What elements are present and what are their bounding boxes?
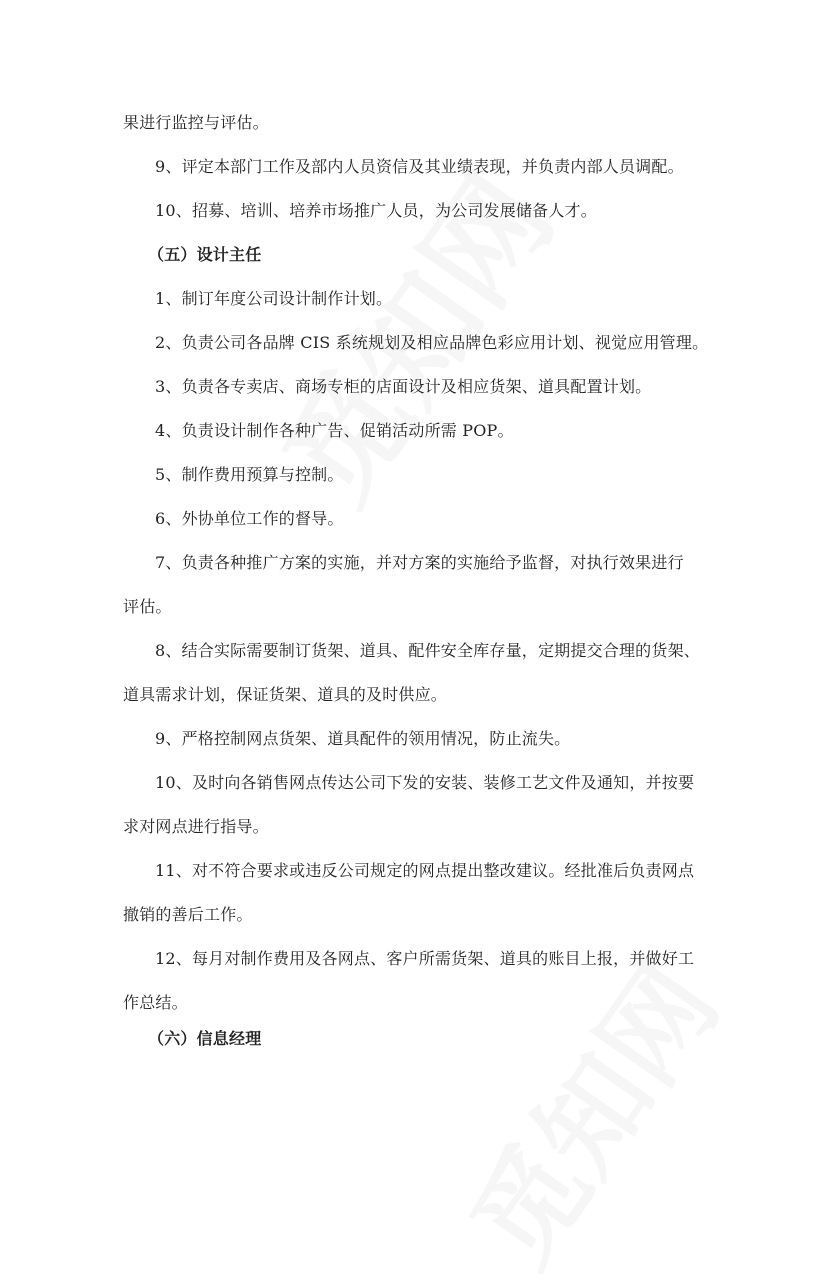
section-heading: （六）信息经理 xyxy=(148,1029,262,1048)
text-line: 作总结。 xyxy=(123,993,188,1012)
text-line: 6、外协单位工作的督导。 xyxy=(155,509,344,528)
text-line: 3、负责各专卖店、商场专柜的店面设计及相应货架、道具配置计划。 xyxy=(155,377,652,396)
text-line: 果进行监控与评估。 xyxy=(123,113,269,132)
watermark-lower xyxy=(455,948,734,1281)
text-line: 4、负责设计制作各种广告、促销活动所需 POP。 xyxy=(155,421,514,440)
text-line: 1、制订年度公司设计制作计划。 xyxy=(155,289,393,308)
text-line: 10、及时向各销售网点传达公司下发的安装、装修工艺文件及通知，并按要 xyxy=(155,773,695,792)
text-line: 撤销的善后工作。 xyxy=(123,905,253,924)
text-line: 求对网点进行指导。 xyxy=(123,817,269,836)
text-line: 10、招募、培训、培养市场推广人员，为公司发展储备人才。 xyxy=(155,201,597,220)
text-line: 9、评定本部门工作及部内人员资信及其业绩表现，并负责内部人员调配。 xyxy=(155,157,684,176)
text-line: 12、每月对制作费用及各网点、客户所需货架、道具的账目上报，并做好工 xyxy=(155,949,695,968)
text-line: 9、严格控制网点货架、道具配件的领用情况，防止流失。 xyxy=(155,729,571,748)
text-line: 5、制作费用预算与控制。 xyxy=(155,465,344,484)
text-line: 道具需求计划，保证货架、道具的及时供应。 xyxy=(123,685,448,704)
section-heading: （五）设计主任 xyxy=(148,245,262,264)
text-line: 2、负责公司各品牌 CIS 系统规划及相应品牌色彩应用计划、视觉应用管理。 xyxy=(155,333,709,352)
text-line: 7、负责各种推广方案的实施，并对方案的实施给予监督，对执行效果进行 xyxy=(155,553,684,572)
text-line: 11、对不符合要求或违反公司规定的网点提出整改建议。经批准后负责网点 xyxy=(155,861,695,880)
text-line: 评估。 xyxy=(123,597,172,616)
text-line: 8、结合实际需要制订货架、道具、配件安全库存量，定期提交合理的货架、 xyxy=(155,641,700,660)
